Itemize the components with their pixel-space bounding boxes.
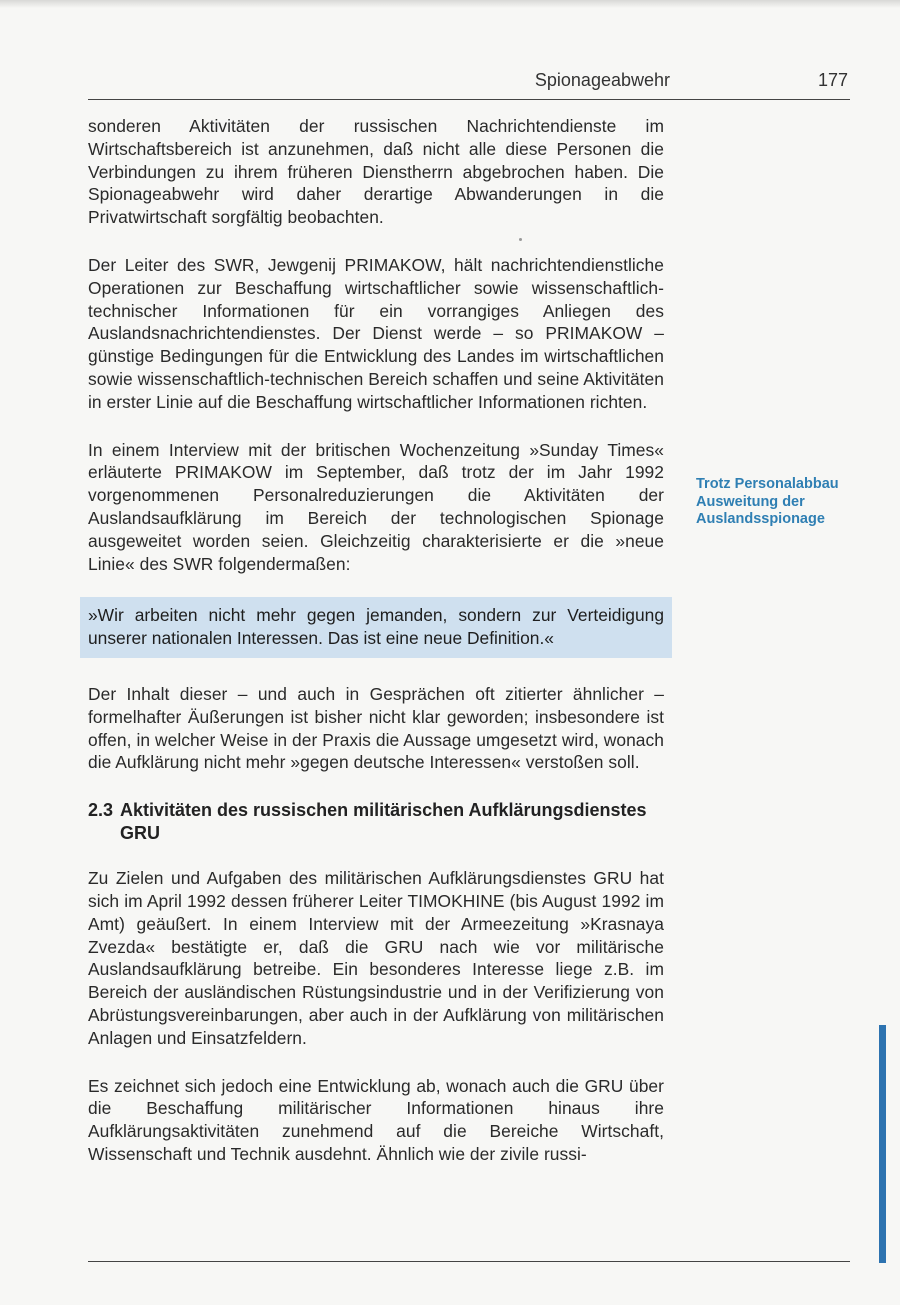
print-speck	[519, 238, 522, 241]
paragraph-1: sonderen Aktivitäten der russischen Nachrichtendienste im Wirtschaftsbereich ist anzunehmen, daß nicht alle diese Personen die Verbindungen zu ihrem früheren Dienstherrn abgebrochen haben. Die Spionageabwehr wird daher derartige Abwanderungen in die Privatwirtschaft sorgfältig beobachten.	[88, 116, 664, 228]
page-number: 177	[817, 70, 848, 90]
section-heading	[88, 799, 664, 845]
running-head	[88, 70, 848, 96]
running-title: Spionageabwehr	[534, 70, 670, 90]
main-text-column	[88, 115, 664, 1191]
section-title: Aktivitäten des russischen militärischen Aufklärungsdienstes GRU	[120, 800, 647, 844]
paragraph-2: Der Leiter des SWR, Jewgenij PRIMAKOW, hält nachrichtendienstliche Operationen zur Beschaffung wirtschaftlicher sowie wissenschaftlich-technischer Informationen für ein vorrangiges Anliegen des Auslandsnachrichtendienstes. Der Dienst werde – so PRIMAKOW – günstige Bedingungen für die Entwicklung des Landes im wirtschaftlichen sowie wissenschaftlich-technischen Bereich schaffen und seine Aktivitäten in erster Linie auf die Beschaffung wirtschaftlicher Informationen richten.	[88, 254, 664, 412]
page-top-edge	[0, 0, 900, 8]
footer-rule	[88, 1261, 850, 1262]
paragraph-6: Es zeichnet sich jedoch eine Entwicklung ab, wonach auch die GRU über die Beschaffung militärischer Informationen hinaus ihre Aufklärungsaktivitäten zunehmend auf die Bereiche Wirtschaft, Wissenschaft und Technik ausdehnt. Ähnlich wie der zivile russi-	[88, 1075, 664, 1164]
section-number: 2.3	[88, 800, 114, 821]
paragraph-4: Der Inhalt dieser – und auch in Gesprächen oft zitierter ähnlicher – formelhafter Äußerungen ist bisher nicht klar geworden; insbesondere ist offen, in welcher Weise in der Praxis die Aussage umgesetzt wird, wonach die Aufklärung nicht mehr »gegen deutsche Interessen« verstoßen soll.	[88, 683, 664, 773]
quote-text: »Wir arbeiten nicht mehr gegen jemanden, sondern zur Verteidigung unserer nationalen Interessen. Das ist eine neue Definition.«	[88, 605, 664, 649]
paragraph-3: In einem Interview mit der britischen Wochenzeitung »Sunday Times« erläuterte PRIMAKOW im September, daß trotz der im Jahr 1992 vorgenommenen Personalreduzierungen die Aktivitäten der Auslandsaufklärung im Bereich der technologischen Spionage ausgeweitet worden seien. Gleichzeitig charakterisierte er die »neue Linie« des SWR folgendermaßen:	[88, 439, 664, 574]
header-rule	[88, 99, 850, 100]
paragraph-5: Zu Zielen und Aufgaben des militärischen Aufklärungsdienstes GRU hat sich im April 1992 dessen früherer Leiter TIMOKHINE (bis August 1992 im Amt) geäußert. In einem Interview mit der Armeezeitung »Krasnaya Zvezda« bestätigte er, daß die GRU nach wie vor militärische Auslandsaufklärung betreibe. Ein besonderes Interesse liege z.B. im Bereich der ausländischen Rüstungsindustrie und in der Verifizierung von Abrüstungsvereinbarungen, aber auch in der Aufklärung von militärischen Anlagen und Einsatzfeldern.	[88, 868, 664, 1048]
highlighted-quote	[80, 597, 672, 658]
margin-marker-bar	[879, 1025, 886, 1263]
margin-note: Trotz Personalabbau Ausweitung der Auslandsspionage	[696, 476, 839, 527]
